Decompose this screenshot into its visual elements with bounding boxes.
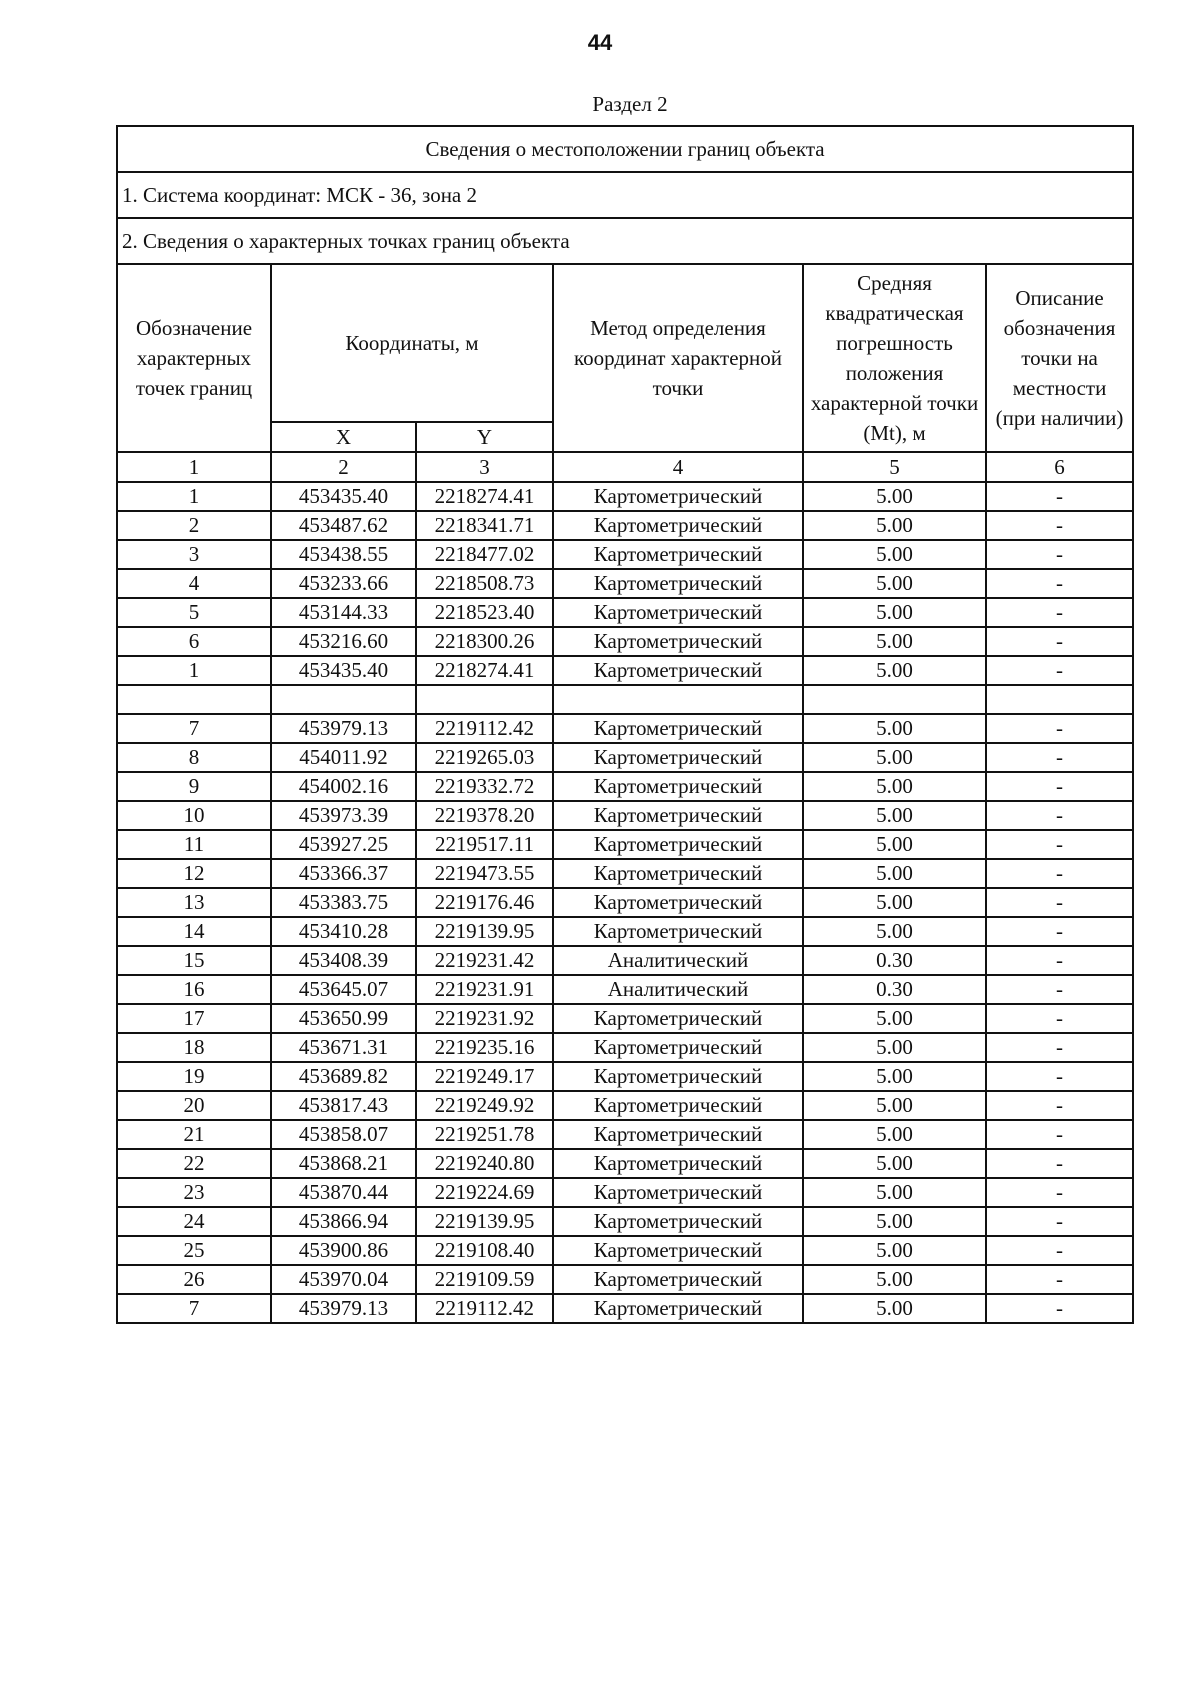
table-row — [117, 1265, 1133, 1294]
method-cell: Картометрический — [553, 859, 803, 888]
error-cell: 5.00 — [803, 801, 986, 830]
y-cell: 2219112.42 — [416, 714, 553, 743]
description-cell: - — [986, 1149, 1133, 1178]
x-cell: 453973.39 — [271, 801, 416, 830]
column-number: 6 — [986, 452, 1133, 482]
header-description: Описание обозначения точки на местности (при наличии) — [986, 264, 1133, 452]
error-cell: 5.00 — [803, 1091, 986, 1120]
method-cell: Картометрический — [553, 569, 803, 598]
x-cell: 453650.99 — [271, 1004, 416, 1033]
x-cell: 453233.66 — [271, 569, 416, 598]
method-cell: Картометрический — [553, 1120, 803, 1149]
error-cell: 5.00 — [803, 917, 986, 946]
method-cell: Картометрический — [553, 888, 803, 917]
table-row — [117, 917, 1133, 946]
description-cell: - — [986, 801, 1133, 830]
y-cell: 2219139.95 — [416, 917, 553, 946]
error-cell: 5.00 — [803, 1207, 986, 1236]
method-cell: Картометрический — [553, 656, 803, 685]
method-cell: Картометрический — [553, 482, 803, 511]
header-error: Средняя квадратическая погрешность положения характерной точки (Mt), м — [803, 264, 986, 452]
table-row — [117, 1294, 1133, 1323]
point-id-cell: 3 — [117, 540, 271, 569]
description-cell: - — [986, 743, 1133, 772]
description-cell: - — [986, 946, 1133, 975]
x-cell: 453438.55 — [271, 540, 416, 569]
table-row — [117, 1120, 1133, 1149]
point-id-cell: 13 — [117, 888, 271, 917]
error-cell: 5.00 — [803, 1120, 986, 1149]
x-cell: 453817.43 — [271, 1091, 416, 1120]
header-y: Y — [416, 422, 553, 452]
y-cell: 2219235.16 — [416, 1033, 553, 1062]
description-cell: - — [986, 1265, 1133, 1294]
column-number: 5 — [803, 452, 986, 482]
boundary-points-table — [116, 125, 1134, 1324]
x-cell: 453216.60 — [271, 627, 416, 656]
x-cell: 453366.37 — [271, 859, 416, 888]
method-cell: Картометрический — [553, 1178, 803, 1207]
error-cell: 5.00 — [803, 569, 986, 598]
method-cell: Картометрический — [553, 1062, 803, 1091]
x-cell — [271, 685, 416, 714]
x-cell: 453410.28 — [271, 917, 416, 946]
error-cell: 5.00 — [803, 1265, 986, 1294]
y-cell: 2219249.92 — [416, 1091, 553, 1120]
point-id-cell: 17 — [117, 1004, 271, 1033]
column-number: 1 — [117, 452, 271, 482]
x-cell: 453435.40 — [271, 482, 416, 511]
y-cell: 2219517.11 — [416, 830, 553, 859]
point-id-cell: 18 — [117, 1033, 271, 1062]
column-number: 4 — [553, 452, 803, 482]
method-cell: Картометрический — [553, 1091, 803, 1120]
y-cell: 2219378.20 — [416, 801, 553, 830]
page-number: 44 — [587, 30, 613, 55]
description-cell: - — [986, 975, 1133, 1004]
error-cell: 0.30 — [803, 946, 986, 975]
table-row — [117, 1091, 1133, 1120]
table-row — [117, 1178, 1133, 1207]
method-cell: Картометрический — [553, 1265, 803, 1294]
point-id-cell: 23 — [117, 1178, 271, 1207]
point-id-cell: 4 — [117, 569, 271, 598]
point-id-cell: 22 — [117, 1149, 271, 1178]
description-cell — [986, 685, 1133, 714]
x-cell: 453144.33 — [271, 598, 416, 627]
method-cell: Картометрический — [553, 1236, 803, 1265]
table-row — [117, 801, 1133, 830]
point-id-cell: 7 — [117, 1294, 271, 1323]
point-id-cell: 5 — [117, 598, 271, 627]
description-cell: - — [986, 1004, 1133, 1033]
x-cell: 453866.94 — [271, 1207, 416, 1236]
table-row — [117, 1062, 1133, 1091]
table-row — [117, 1207, 1133, 1236]
y-cell: 2219231.91 — [416, 975, 553, 1004]
error-cell: 5.00 — [803, 1149, 986, 1178]
method-cell: Картометрический — [553, 627, 803, 656]
y-cell: 2218274.41 — [416, 482, 553, 511]
point-id-cell: 11 — [117, 830, 271, 859]
error-cell: 5.00 — [803, 772, 986, 801]
method-cell: Картометрический — [553, 714, 803, 743]
x-cell: 453868.21 — [271, 1149, 416, 1178]
header-method: Метод определения координат характерной точки — [553, 264, 803, 452]
method-cell: Картометрический — [553, 801, 803, 830]
y-cell: 2218477.02 — [416, 540, 553, 569]
x-cell: 453487.62 — [271, 511, 416, 540]
error-cell: 5.00 — [803, 1236, 986, 1265]
error-cell: 5.00 — [803, 1178, 986, 1207]
error-cell: 5.00 — [803, 1294, 986, 1323]
error-cell: 5.00 — [803, 888, 986, 917]
x-cell: 453927.25 — [271, 830, 416, 859]
point-id-cell: 1 — [117, 656, 271, 685]
table-row — [117, 598, 1133, 627]
method-cell: Картометрический — [553, 1207, 803, 1236]
method-cell: Картометрический — [553, 540, 803, 569]
y-cell: 2219240.80 — [416, 1149, 553, 1178]
table-row — [117, 656, 1133, 685]
x-cell: 453970.04 — [271, 1265, 416, 1294]
method-cell: Аналитический — [553, 946, 803, 975]
header-x: X — [271, 422, 416, 452]
x-cell: 453435.40 — [271, 656, 416, 685]
point-id-cell — [117, 685, 271, 714]
description-cell: - — [986, 627, 1133, 656]
description-cell: - — [986, 772, 1133, 801]
y-cell: 2219224.69 — [416, 1178, 553, 1207]
table-row — [117, 1236, 1133, 1265]
y-cell: 2218300.26 — [416, 627, 553, 656]
description-cell: - — [986, 917, 1133, 946]
point-id-cell: 2 — [117, 511, 271, 540]
header-coordinates: Координаты, м — [271, 264, 553, 422]
point-id-cell: 10 — [117, 801, 271, 830]
y-cell: 2219249.17 — [416, 1062, 553, 1091]
y-cell: 2219265.03 — [416, 743, 553, 772]
table-row — [117, 482, 1133, 511]
point-id-cell: 25 — [117, 1236, 271, 1265]
point-id-cell: 19 — [117, 1062, 271, 1091]
description-cell: - — [986, 540, 1133, 569]
method-cell: Картометрический — [553, 1294, 803, 1323]
error-cell: 0.30 — [803, 975, 986, 1004]
error-cell: 5.00 — [803, 627, 986, 656]
error-cell: 5.00 — [803, 1062, 986, 1091]
table-row — [117, 1004, 1133, 1033]
error-cell: 5.00 — [803, 540, 986, 569]
y-cell: 2218508.73 — [416, 569, 553, 598]
point-id-cell: 16 — [117, 975, 271, 1004]
section-title: Раздел 2 — [592, 92, 668, 116]
point-id-cell: 15 — [117, 946, 271, 975]
point-id-cell: 20 — [117, 1091, 271, 1120]
table-row — [117, 830, 1133, 859]
x-cell: 453383.75 — [271, 888, 416, 917]
x-cell: 453870.44 — [271, 1178, 416, 1207]
column-number: 3 — [416, 452, 553, 482]
table-row — [117, 1149, 1133, 1178]
error-cell: 5.00 — [803, 482, 986, 511]
description-cell: - — [986, 482, 1133, 511]
y-cell: 2218274.41 — [416, 656, 553, 685]
y-cell: 2219112.42 — [416, 1294, 553, 1323]
table-row — [117, 946, 1133, 975]
method-cell: Картометрический — [553, 830, 803, 859]
x-cell: 453408.39 — [271, 946, 416, 975]
y-cell: 2219176.46 — [416, 888, 553, 917]
y-cell: 2219231.42 — [416, 946, 553, 975]
table-row — [117, 714, 1133, 743]
table-row — [117, 772, 1133, 801]
x-cell: 453689.82 — [271, 1062, 416, 1091]
table-row — [117, 540, 1133, 569]
y-cell — [416, 685, 553, 714]
coordinate-system-line: 1. Система координат: МСК - 36, зона 2 — [117, 172, 1133, 218]
error-cell: 5.00 — [803, 1033, 986, 1062]
table-row — [117, 627, 1133, 656]
description-cell: - — [986, 1207, 1133, 1236]
description-cell: - — [986, 1062, 1133, 1091]
point-id-cell: 1 — [117, 482, 271, 511]
x-cell: 453900.86 — [271, 1236, 416, 1265]
method-cell: Картометрический — [553, 1004, 803, 1033]
y-cell: 2219109.59 — [416, 1265, 553, 1294]
y-cell: 2219108.40 — [416, 1236, 553, 1265]
point-id-cell: 8 — [117, 743, 271, 772]
method-cell: Картометрический — [553, 743, 803, 772]
table-row — [117, 975, 1133, 1004]
error-cell: 5.00 — [803, 830, 986, 859]
y-cell: 2218523.40 — [416, 598, 553, 627]
error-cell: 5.00 — [803, 743, 986, 772]
x-cell: 453979.13 — [271, 714, 416, 743]
table-row — [117, 743, 1133, 772]
description-cell: - — [986, 1033, 1133, 1062]
x-cell: 453645.07 — [271, 975, 416, 1004]
method-cell: Картометрический — [553, 1149, 803, 1178]
point-id-cell: 7 — [117, 714, 271, 743]
y-cell: 2218341.71 — [416, 511, 553, 540]
point-id-cell: 24 — [117, 1207, 271, 1236]
y-cell: 2219473.55 — [416, 859, 553, 888]
description-cell: - — [986, 1091, 1133, 1120]
error-cell: 5.00 — [803, 598, 986, 627]
error-cell: 5.00 — [803, 656, 986, 685]
method-cell: Картометрический — [553, 511, 803, 540]
description-cell: - — [986, 656, 1133, 685]
point-id-cell: 12 — [117, 859, 271, 888]
description-cell: - — [986, 569, 1133, 598]
description-cell: - — [986, 1178, 1133, 1207]
y-cell: 2219251.78 — [416, 1120, 553, 1149]
method-cell: Картометрический — [553, 917, 803, 946]
y-cell: 2219231.92 — [416, 1004, 553, 1033]
description-cell: - — [986, 598, 1133, 627]
error-cell: 5.00 — [803, 1004, 986, 1033]
point-id-cell: 26 — [117, 1265, 271, 1294]
column-number: 2 — [271, 452, 416, 482]
table-caption: Сведения о местоположении границ объекта — [117, 126, 1133, 172]
method-cell — [553, 685, 803, 714]
description-cell: - — [986, 1120, 1133, 1149]
column-number-row — [117, 452, 1133, 482]
table-row — [117, 685, 1133, 714]
description-cell: - — [986, 888, 1133, 917]
method-cell: Картометрический — [553, 772, 803, 801]
description-cell: - — [986, 1236, 1133, 1265]
description-cell: - — [986, 830, 1133, 859]
table-row — [117, 569, 1133, 598]
error-cell: 5.00 — [803, 714, 986, 743]
description-cell: - — [986, 1294, 1133, 1323]
table-row — [117, 859, 1133, 888]
y-cell: 2219332.72 — [416, 772, 553, 801]
table-row — [117, 888, 1133, 917]
method-cell: Аналитический — [553, 975, 803, 1004]
method-cell: Картометрический — [553, 598, 803, 627]
error-cell: 5.00 — [803, 859, 986, 888]
points-info-line: 2. Сведения о характерных точках границ объекта — [117, 218, 1133, 264]
description-cell: - — [986, 859, 1133, 888]
point-id-cell: 9 — [117, 772, 271, 801]
point-id-cell: 14 — [117, 917, 271, 946]
table-row — [117, 1033, 1133, 1062]
x-cell: 453671.31 — [271, 1033, 416, 1062]
y-cell: 2219139.95 — [416, 1207, 553, 1236]
point-id-cell: 6 — [117, 627, 271, 656]
description-cell: - — [986, 511, 1133, 540]
error-cell: 5.00 — [803, 511, 986, 540]
x-cell: 454002.16 — [271, 772, 416, 801]
x-cell: 453858.07 — [271, 1120, 416, 1149]
error-cell — [803, 685, 986, 714]
description-cell: - — [986, 714, 1133, 743]
method-cell: Картометрический — [553, 1033, 803, 1062]
table-row — [117, 511, 1133, 540]
header-point: Обозначение характерных точек границ — [117, 264, 271, 452]
x-cell: 453979.13 — [271, 1294, 416, 1323]
x-cell: 454011.92 — [271, 743, 416, 772]
point-id-cell: 21 — [117, 1120, 271, 1149]
